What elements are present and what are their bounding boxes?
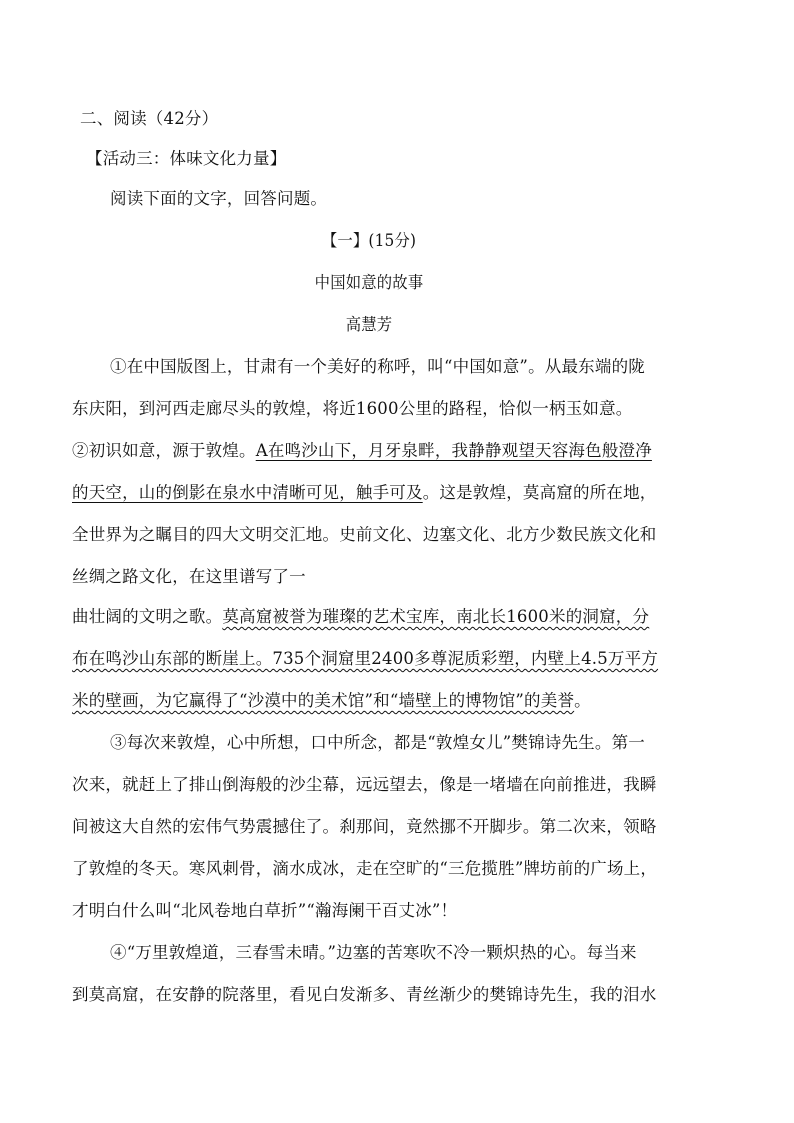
activity-heading: 【活动三：体味文化力量】 xyxy=(86,149,287,168)
paragraph-3-line-3: 间被这大自然的宏伟气势震撼住了。刹那间，竟然挪不开脚步。第二次来，领略 xyxy=(72,817,657,836)
paragraph-2-line-5 xyxy=(72,606,732,628)
paragraph-4-line-1: ④“万里敦煌道，三春雪未晴。”边塞的苦寒吹不冷一颗炽热的心。每当来 xyxy=(110,943,637,962)
paragraph-3-line-4: 了敦煌的冬天。寒风刺骨，滴水成冰，走在空旷的“三危揽胜”牌坊前的广场上， xyxy=(72,859,658,878)
paragraph-1-line-1: ①在中国版图上，甘肃有一个美好的称呼，叫“中国如意”。从最东端的陇 xyxy=(110,357,645,376)
underlined-sentence-a-cont: 的天空，山的倒影在泉水中清晰可见，触手可及 xyxy=(72,483,423,502)
reading-instruction: 阅读下面的文字，回答问题。 xyxy=(110,189,328,208)
paragraph-3-line-2: 次来，就赶上了排山倒海般的沙尘幕，远远望去，像是一堵墙在向前推进，我瞬 xyxy=(72,775,657,794)
paragraph-2-line-7 xyxy=(72,690,732,712)
paragraph-2-line-6 xyxy=(72,648,732,670)
wavy-underlined-sentence: 莫高窟被誉为璀璨的艺术宝库，南北长1600米的洞窟，分 xyxy=(222,607,650,626)
paragraph-2-text: 。 xyxy=(574,691,591,710)
paragraph-2-line-4: 丝绸之路文化，在这里谱写了一 xyxy=(72,567,306,586)
paragraph-2-text: 。这是敦煌，莫高窟的所在地， xyxy=(422,483,657,502)
paragraph-2-text: 曲壮阔的文明之歌。 xyxy=(72,607,223,626)
paragraph-1-line-2: 东庆阳，到河西走廊尽头的敦煌，将近1600公里的路程，恰似一柄玉如意。 xyxy=(72,399,633,418)
article-title: 中国如意的故事 xyxy=(314,273,424,292)
paragraph-2-text: ②初识如意，源于敦煌。 xyxy=(72,441,256,460)
section-heading: 二、阅读（42分） xyxy=(80,109,219,128)
paragraph-2-line-3: 全世界为之瞩目的四大文明交汇地。史前文化、边塞文化、北方少数民族文化和 xyxy=(72,525,657,544)
wavy-underlined-sentence-end: 米的壁画，为它赢得了“沙漠中的美术馆”和“墙壁上的博物馆”的美誉 xyxy=(72,691,575,710)
part-label: 【一】(15分) xyxy=(321,231,417,250)
wavy-underlined-sentence-cont: 布在鸣沙山东部的断崖上。735个洞窟里2400多尊泥质彩塑，内壁上4.5万平方 xyxy=(72,649,659,668)
paragraph-2-line-2 xyxy=(72,482,732,504)
article-author: 高慧芳 xyxy=(345,315,393,334)
paragraph-3-line-1: ③每次来敦煌，心中所想，口中所念，都是“敦煌女儿”樊锦诗先生。第一 xyxy=(110,733,645,752)
paragraph-4-line-2: 到莫高窟，在安静的院落里，看见白发渐多、青丝渐少的樊锦诗先生，我的泪水 xyxy=(72,985,657,1004)
paragraph-3-line-5: 才明白什么叫“北风卷地白草折”“瀚海阑干百丈冰”！ xyxy=(72,901,458,920)
underlined-sentence-a: A在鸣沙山下，月牙泉畔，我静静观望天容海色般澄净 xyxy=(255,441,652,460)
paragraph-2-line-1 xyxy=(72,440,732,462)
